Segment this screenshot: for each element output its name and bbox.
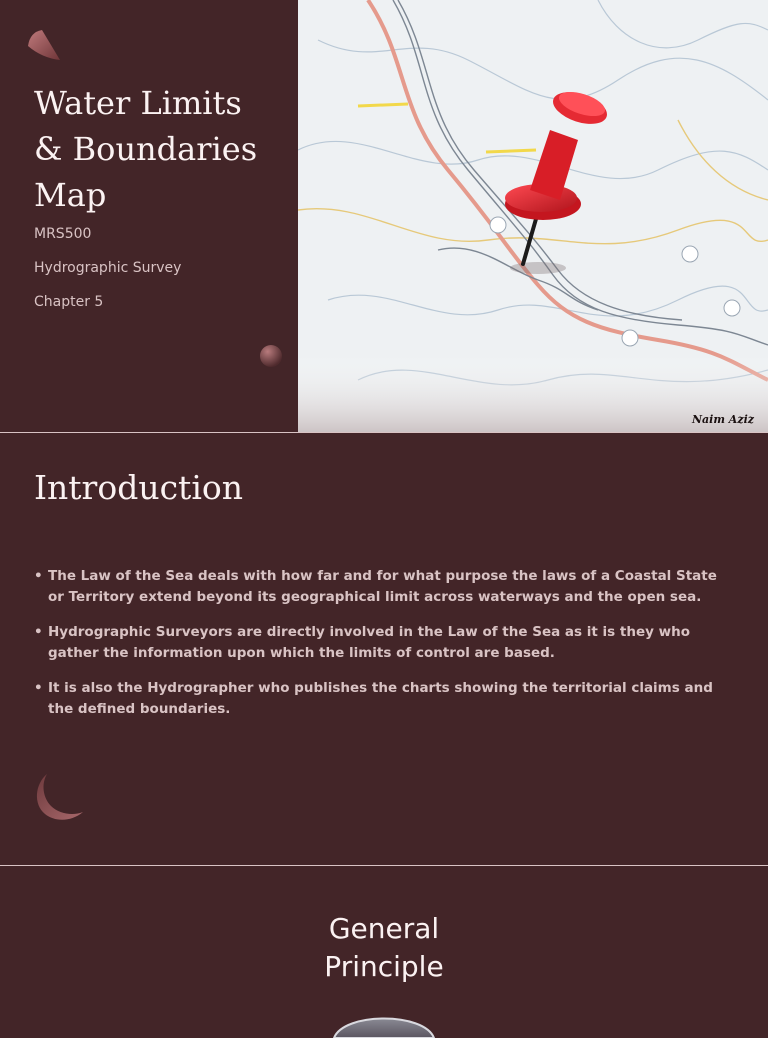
title-slide xyxy=(0,0,768,432)
bullet-text: The Law of the Sea deals with how far and for what purpose the laws of a Coastal State or Territory extend beyond its geographical limit across waterways and the open sea. xyxy=(48,568,717,605)
principle-heading-line-2: Principle xyxy=(324,950,444,983)
intro-bullet-list xyxy=(34,566,734,734)
principle-heading xyxy=(0,910,768,986)
crescent-decoration-icon xyxy=(33,770,87,824)
list-item xyxy=(34,678,734,720)
deck-title xyxy=(34,80,289,218)
bullet-marker: • xyxy=(34,624,43,640)
list-item xyxy=(34,622,734,664)
chapter-label: Chapter 5 xyxy=(34,294,104,310)
signature: Naim Aziz xyxy=(691,413,754,426)
course-code: MRS500 xyxy=(34,226,92,242)
bullet-text: It is also the Hydrographer who publishes the charts showing the territorial claims and the defined boundaries. xyxy=(48,680,713,717)
bullet-text: Hydrographic Surveyors are directly involved in the Law of the Sea as it is they who gather the information upon which the limits of control are based. xyxy=(48,624,690,661)
principle-heading-line-1: General xyxy=(328,912,440,945)
circle-decoration-icon xyxy=(330,1008,438,1024)
bullet-marker: • xyxy=(34,568,43,584)
general-principle-slide xyxy=(0,866,768,1024)
map-pushpin-image xyxy=(298,0,768,432)
intro-heading: Introduction xyxy=(34,468,243,507)
sphere-decoration-icon xyxy=(258,343,284,369)
bullet-marker: • xyxy=(34,680,43,696)
cone-decoration-icon xyxy=(20,24,64,64)
introduction-slide xyxy=(0,433,768,865)
title-line-3: Map xyxy=(34,176,107,214)
subject-name: Hydrographic Survey xyxy=(34,260,182,276)
title-line-1: Water Limits xyxy=(34,84,242,122)
title-line-2: & Boundaries xyxy=(34,130,258,168)
list-item xyxy=(34,566,734,608)
